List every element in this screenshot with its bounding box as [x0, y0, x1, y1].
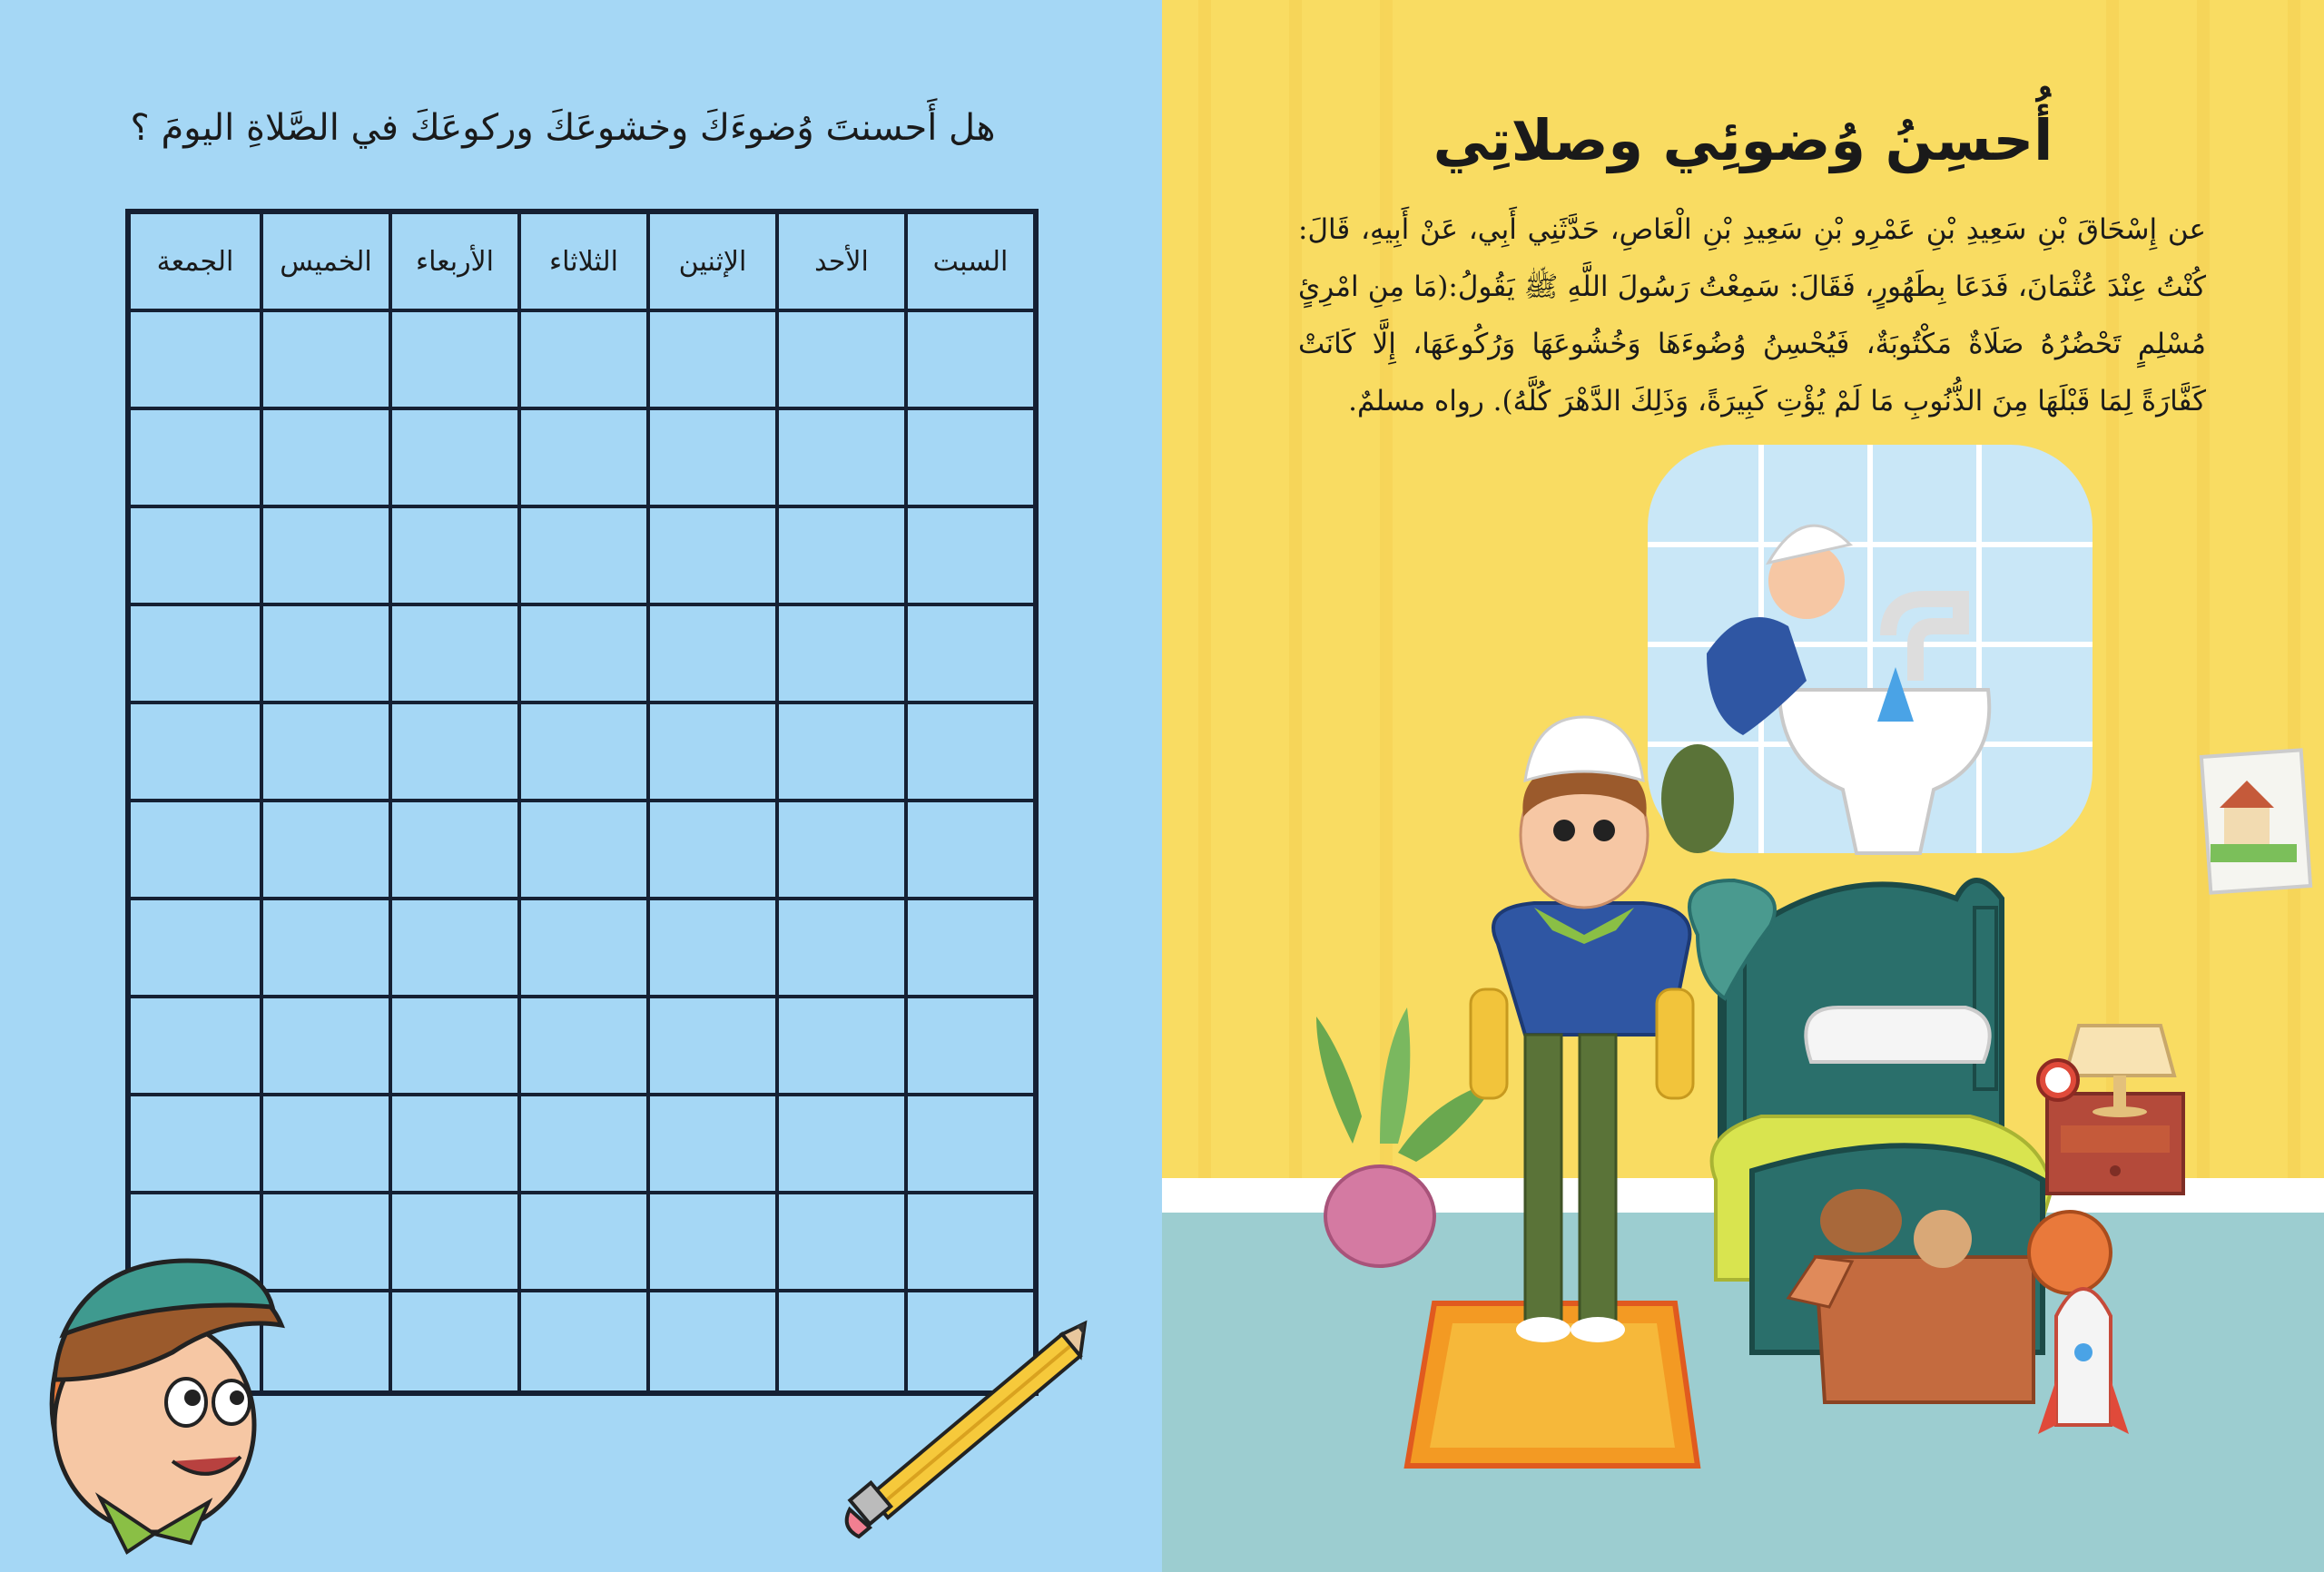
tracker-cell: [775, 900, 904, 998]
day-header: الأربعاء: [389, 214, 517, 312]
tracker-cell: [775, 1194, 904, 1292]
hadith-text: عن إِسْحَاقَ بْنِ سَعِيدِ بْنِ عَمْرِو بْنِ سَعِيدِ بْنِ الْعَاصِ، حَدَّثَنِي أَبِي، عَنْ أَبِيهِ، قَالَ: كُنْتُ عِنْدَ عُثْمَانَ، فَدَعَا بِطَهُورٍ، فَقَالَ: سَمِعْتُ رَسُولَ اللَّهِ ﷺ يَقُولُ:(مَا مِنِ امْرِئٍ مُسْلِمٍ تَحْضُرُهُ صَلَاةٌ مَكْتُوبَةٌ، فَيُحْسِنُ وُضُوءَهَا وَخُشُوعَهَا وَرُكُوعَهَا، إِلَّا كَانَتْ كَفَّارَةً لِمَا قَبْلَهَا مِنَ الذُّنُوبِ مَا لَمْ يُؤْتِ كَبِيرَةً، وَذَلِكَ الدَّهْرَ كُلَّهُ). رواه مسلمٌ.: [1298, 213, 2206, 418]
tracker-cell: [775, 312, 904, 410]
tracker-cell: [260, 1292, 389, 1390]
tracker-cell: [904, 802, 1033, 900]
tracker-cell: [904, 1292, 1033, 1390]
tracker-cell: [904, 900, 1033, 998]
tracker-cell: [775, 704, 904, 802]
tracker-cell: [131, 998, 260, 1096]
tracker-cell: [260, 802, 389, 900]
tracker-cell: [904, 312, 1033, 410]
tracker-cell: [517, 802, 646, 900]
tracker-cell: [260, 998, 389, 1096]
tracker-cell: [646, 1194, 775, 1292]
tracker-cell: [904, 998, 1033, 1096]
tracker-cell: [260, 1194, 389, 1292]
tracker-cell: [517, 998, 646, 1096]
tracker-cell: [131, 606, 260, 704]
tracker-cell: [389, 1194, 517, 1292]
tracker-cell: [131, 900, 260, 998]
tracker-cell: [775, 1292, 904, 1390]
day-header: السبت: [904, 214, 1033, 312]
tracker-cell: [646, 900, 775, 998]
tracker-cell: [260, 312, 389, 410]
tracker-cell: [646, 802, 775, 900]
tracker-cell: [775, 606, 904, 704]
wudu-thought-bubble: [1648, 445, 2093, 853]
tracker-cell: [646, 410, 775, 508]
tracker-cell: [904, 704, 1033, 802]
story-title: أُحسِنُ وُضوئِي وصلاتِي: [1433, 107, 2053, 173]
tracker-cell: [517, 1194, 646, 1292]
tracker-cell: [904, 1096, 1033, 1194]
tracker-cell: [260, 410, 389, 508]
worksheet-question: هل أَحسنتَ وُضوءَكَ وخشوعَكَ وركوعَكَ في الصَّلاةِ اليومَ ؟: [130, 107, 996, 149]
tracker-cell: [260, 704, 389, 802]
tracker-cell: [389, 1096, 517, 1194]
tracker-cell: [517, 900, 646, 998]
tracker-cell: [904, 410, 1033, 508]
tracker-cell: [775, 508, 904, 606]
tracker-cell: [646, 704, 775, 802]
tracker-cell: [260, 606, 389, 704]
tracker-cell: [646, 508, 775, 606]
tracker-cell: [389, 508, 517, 606]
day-header: الخميس: [260, 214, 389, 312]
tracker-cell: [517, 312, 646, 410]
tracker-cell: [131, 704, 260, 802]
tracker-cell: [904, 1194, 1033, 1292]
tracker-cell: [775, 1096, 904, 1194]
story-page: [1162, 0, 2324, 1572]
tracker-cell: [646, 998, 775, 1096]
tracker-cell: [389, 704, 517, 802]
tracker-cell: [131, 312, 260, 410]
tracker-cell: [775, 998, 904, 1096]
tracker-cell: [646, 312, 775, 410]
tracker-cell: [517, 606, 646, 704]
tracker-cell: [389, 312, 517, 410]
tracker-cell: [131, 410, 260, 508]
tracker-cell: [260, 508, 389, 606]
tracker-cell: [646, 1292, 775, 1390]
tracker-cell: [389, 998, 517, 1096]
tracker-cell: [131, 1194, 260, 1292]
tracker-cell: [517, 1096, 646, 1194]
tracker-cell: [131, 1096, 260, 1194]
tracker-cell: [131, 802, 260, 900]
tracker-cell: [131, 1292, 260, 1390]
tracker-cell: [904, 606, 1033, 704]
tracker-cell: [131, 508, 260, 606]
tracker-cell: [389, 410, 517, 508]
tracker-cell: [517, 410, 646, 508]
tracker-cell: [646, 1096, 775, 1194]
tracker-cell: [260, 900, 389, 998]
tracker-cell: [775, 410, 904, 508]
day-header: الجمعة: [131, 214, 260, 312]
day-header: الإثنين: [646, 214, 775, 312]
tracker-cell: [646, 606, 775, 704]
tracker-cell: [389, 1292, 517, 1390]
tracker-cell: [517, 704, 646, 802]
day-header: الثلاثاء: [517, 214, 646, 312]
tracker-cell: [260, 1096, 389, 1194]
prayer-tracker-grid: [125, 209, 1039, 1396]
tracker-cell: [389, 900, 517, 998]
tracker-cell: [517, 508, 646, 606]
nightstand: [2038, 1026, 2183, 1194]
tracker-cell: [389, 802, 517, 900]
day-header: الأحد: [775, 214, 904, 312]
tracker-cell: [775, 802, 904, 900]
tracker-cell: [904, 508, 1033, 606]
house-picture-frame: [2201, 750, 2310, 892]
tracker-cell: [517, 1292, 646, 1390]
tracker-cell: [389, 606, 517, 704]
